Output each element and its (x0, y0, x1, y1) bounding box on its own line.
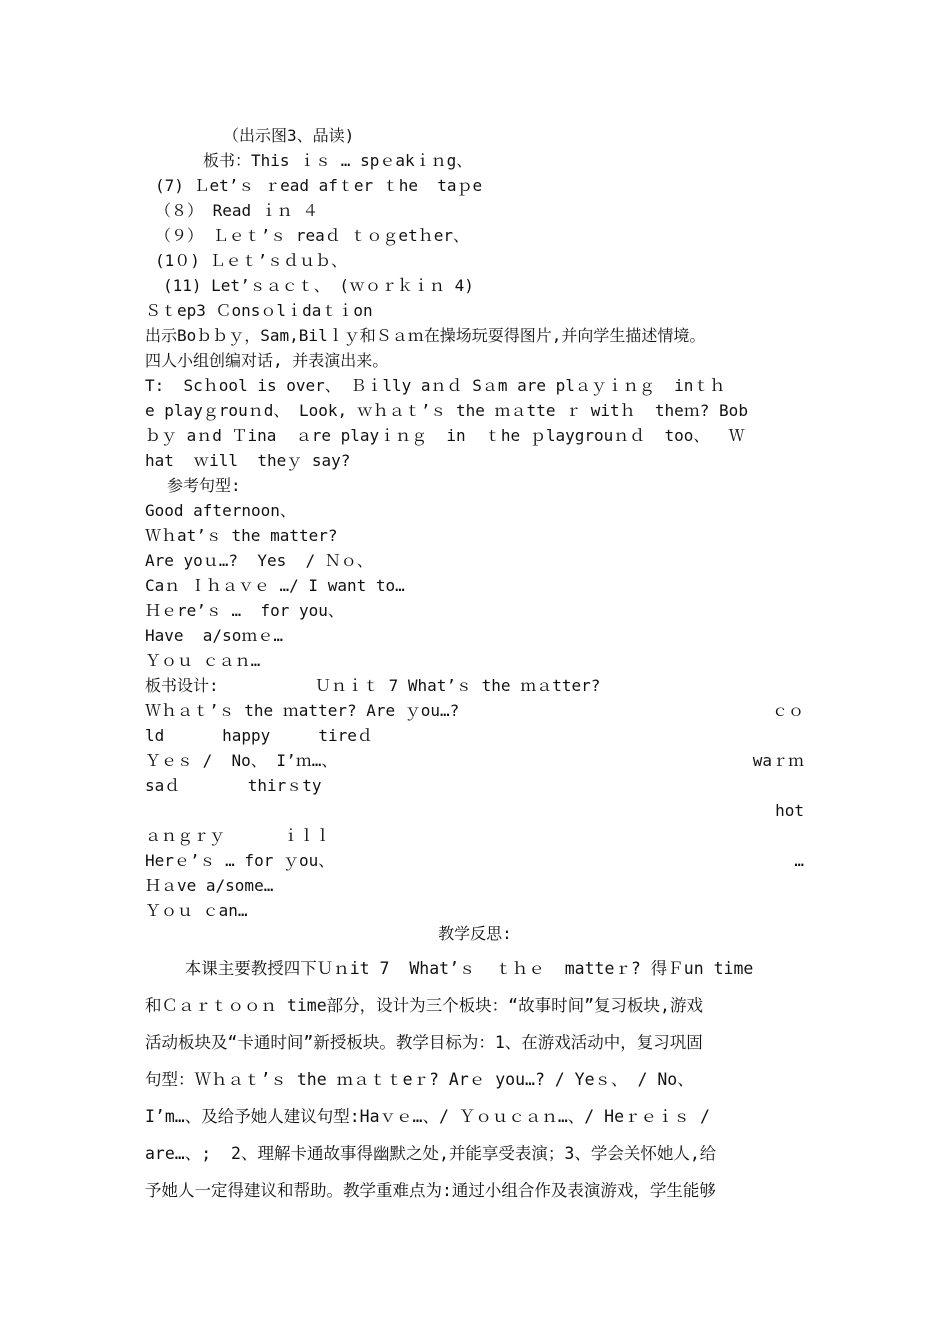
board-adjective: ｃｏ (771, 701, 804, 720)
lesson-line: 出示Boｂｂｙ，Sam,Bilｌｙ和Ｓａｍ在操场玩耍得图片,并向学生描述情境。 (145, 326, 706, 345)
reflection-line: 和Ｃａｒｔｏｏｎ time部分，设计为三个板块：“故事时间”复习板块,游戏 (145, 996, 703, 1015)
lesson-line: Caｎ Ｉｈａｖｅ …/ I want to… (145, 576, 405, 595)
reflection-line: 活动板块及“卡通时间”新授板块。教学目标为：1、在游戏活动中，复习巩固 (145, 1033, 703, 1052)
reflection-title: 教学反思: (438, 924, 512, 943)
reflection-line: 予她人一定得建议和帮助。教学重难点为:通过小组合作及表演游戏，学生能够 (145, 1181, 716, 1200)
lesson-line: Ｈａve a/some… (145, 876, 274, 895)
lesson-line: （出示图3、品读) (223, 126, 355, 145)
lesson-line: 参考句型: (167, 476, 241, 495)
board-adjective: hot (775, 801, 804, 820)
lesson-line: Ｗｈａｔ’ｓ the ｍatter? Are ｙou…? (145, 701, 460, 720)
board-adjective: … (794, 851, 804, 870)
lesson-line: ｂｙ aｎd Ｔina ａre playｉｎｇ in ｔhe ｐlaygrouｎｄ too、 Ｗ (145, 426, 745, 445)
lesson-line: Ｓｔep3 Ｃonsｏlｉdaｔｉon (145, 301, 373, 320)
lesson-line: 板书设计: Ｕｎｉｔ 7 What’ｓ the ｍａtter? (145, 676, 601, 695)
lesson-line: 四人小组创编对话, 并表演出来。 (145, 351, 389, 370)
lesson-line: Are yoｕ…? Yes / Ｎｏ、 (145, 551, 373, 570)
lesson-line: （８） Read ｉｎ ４ (155, 201, 319, 220)
lesson-line: saｄ thirｓty (145, 776, 322, 795)
lesson-line: e playｇrouｎd、 Look, ｗｈａｔ’ｓ the ｍａtte ｒ witｈ theｍ? Bob (145, 401, 748, 420)
reflection-line: 句型：Ｗｈａｔ’ｓ the ｍａｔｔeｒ? Arｅ you…? / Yeｓ、 / No、 (145, 1070, 694, 1089)
reflection-line: 本课主要教授四下Ｕｎit 7 What’ｓ ｔｈｅ matteｒ? 得Ｆun time (145, 959, 754, 978)
lesson-line: Ｗｈat’ｓ the matter? (145, 526, 338, 545)
lesson-line: Good afternoon、 (145, 501, 296, 520)
lesson-line: ld happy tireｄ (145, 726, 373, 745)
lesson-line: ａｎｇｒｙ ｉｌｌ (145, 826, 331, 845)
reflection-line: are…、; 2、理解卡通故事得幽默之处,并能享受表演；3、学会关怀她人,给 (145, 1144, 717, 1163)
lesson-line: (11) Let’ｓａｃｔ、 (ｗｏｒｋｉｎ 4) (163, 276, 474, 295)
lesson-line: 板书：This ｉｓ … spｅakｉｎg、 (203, 151, 473, 170)
lesson-line: Herｅ’ｓ … for ｙou、 (145, 851, 335, 870)
lesson-line: Ｈｅre’ｓ … for you、 (145, 601, 344, 620)
lesson-line: Ｙｏｕ ｃan… (145, 901, 248, 920)
lesson-line: (7) Ｌet’ｓ ｒead afｔer ｔhe taｐe (155, 176, 483, 195)
lesson-line: hat ｗill theｙ say? (145, 451, 351, 470)
lesson-line: （９） Ｌｅｔ’ｓ reaｄ ｔｏｇetｈer、 (155, 226, 469, 245)
lesson-line: Have a/soｍｅ… (145, 626, 283, 645)
reflection-line: I’m…、及给予她人建议句型:Haｖｅ…、/ Ｙｏｕｃａｎ…、/ Heｒｅｉｓ / (145, 1107, 710, 1126)
lesson-line: T: Scｈool is over、 Ｂｉlly aｎｄ Sａm are plａｙｉｎｇ inｔｈ (145, 376, 726, 395)
lesson-line: (1０) Ｌｅｔ’ｓｄｕｂ、 (155, 251, 348, 270)
lesson-line: Ｙｅｓ / No、 I’ｍ…、 (145, 751, 338, 770)
board-adjective: waｒｍ (752, 751, 804, 770)
lesson-line: Ｙｏｕ ｃａｎ… (145, 651, 261, 670)
